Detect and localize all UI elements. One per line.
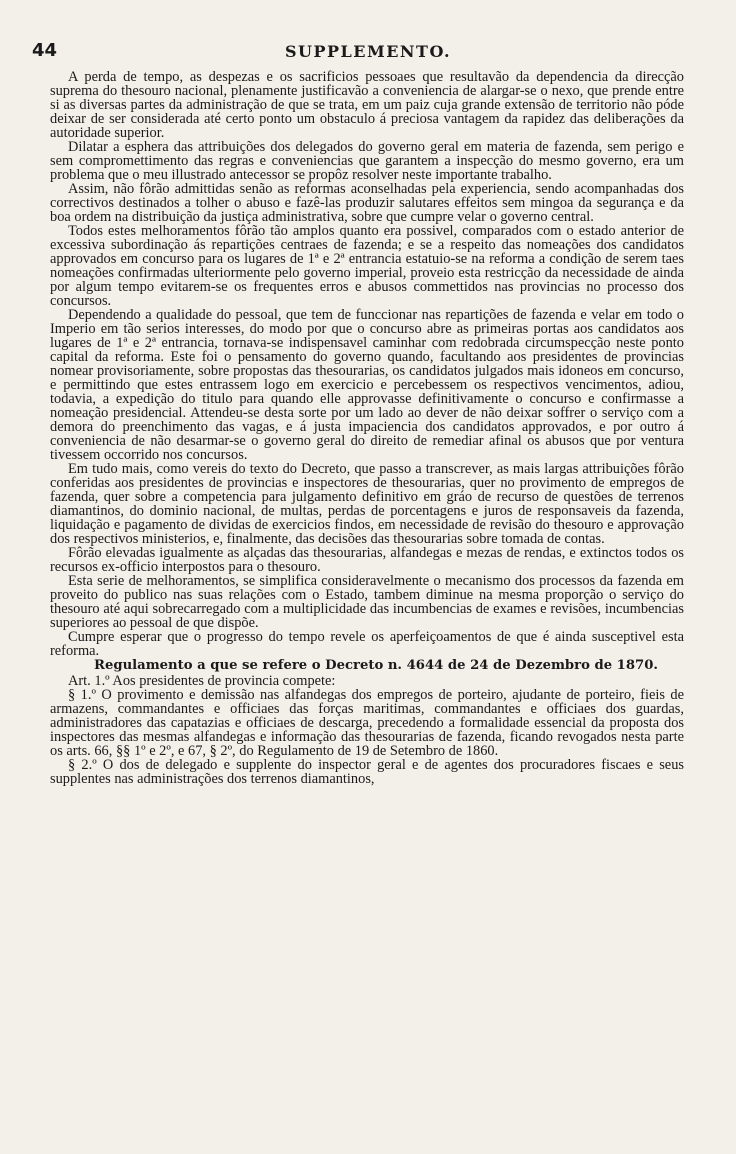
page-header bbox=[32, 40, 704, 64]
page-number: 44 bbox=[32, 40, 58, 61]
paragraph: Em tudo mais, como vereis do texto do Decreto, que passo a transcrever, as mais largas attribuições fôrão conferidas aos presidentes de provincias e inspectores de thesourarias, quer no provimento de empregos de fazenda, quer sobre a competencia para julgamento definitivo em gráo de recurso de questões de terrenos diamantinos, do dominio nacional, de multas, perdas de porcentagens e juros de responsaveis da fazenda, liquidação e pagamento de dividas de exercicios findos, em necessidade de revisão do thesouro e approvação dos respectivos ministerios, e, finalmente, das decisões das thesourarias sobre tomada de contas. bbox=[50, 461, 684, 547]
paragraph: Esta serie de melhoramentos, se simplifica consideravelmente o mecanismo dos processos da fazenda em proveito do publico nas suas relações com o Estado, tambem diminue na mesma proporção o serviço do thesouro até aqui sobrecarregado com a multiplicidade das incumbencias de exames e revisões, incumbencias superiores ao pessoal de que dispõe. bbox=[50, 573, 684, 631]
article-paragraph: § 1.º O provimento e demissão nas alfandegas dos empregos de porteiro, ajudante de porteiro, fieis de armazens, commandantes e officiaes das forças maritimas, commandantes e officiaes dos guardas, administradores das capatazias e officiaes de descarga, precedendo a formalidade essencial da proposta dos inspectores das mesmas alfandegas e informação das thesourarias de fazenda, ficando revogados nesta parte os arts. 66, §§ 1º e 2º, e 67, § 2º, do Regulamento de 19 de Setembro de 1860. bbox=[50, 687, 684, 759]
paragraph: Assim, não fôrão admittidas senão as reformas aconselhadas pela experiencia, sendo acompanhadas dos correctivos destinados a tolher o abuso e fazê-las produzir salutares effeitos sem mingoa da segurança e da boa ordem na distribuição da justiça administrativa, sobre que cumpre velar o governo central. bbox=[50, 181, 684, 225]
paragraph: Dependendo a qualidade do pessoal, que tem de funccionar nas repartições de fazenda e velar em todo o Imperio em tão serios interesses, do modo por que o concurso abre as primeiras portas aos candidatos aos lugares de 1ª e 2ª entrancia, tornava-se indispensavel caminhar com redobrada circumspecção neste ponto capital da reforma. Este foi o pensamento do governo quando, facultando aos presidentes de provincias nomear provisoriamente, sobre propostas das thesourarias, os candidatos julgados mais idoneos em concurso, e permittindo que estes entrassem logo em exercicio e percebessem os respectivos vencimentos, adiou, todavia, a expedição do titulo para quando elle approvasse definitivamente o concurso e confirmasse a nomeação presidencial. Attendeu-se desta sorte por um lado ao dever de não deixar soffrer o serviço com a demora do preenchimento das vagas, e á justa impaciencia dos candidatos approvados, e por outro á conveniencia de não desarmar-se o governo geral do direito de remediar afinal os abusos que por ventura tivessem occorrido nos concursos. bbox=[50, 307, 684, 463]
running-head: SUPPLEMENTO. bbox=[284, 42, 452, 61]
article-paragraph: § 2.º O dos de delegado e supplente do inspector geral e de agentes dos procuradores fiscaes e seus supplentes nas administrações dos terrenos diamantinos, bbox=[50, 757, 684, 787]
paragraph: Dilatar a esphera das attribuições dos delegados do governo geral em materia de fazenda, sem perigo e sem compromettimento das regras e conveniencias que garantem a inspecção do mesmo governo, era um problema que o meu illustrado antecessor se propôz resolver neste importante trabalho. bbox=[50, 139, 684, 183]
body-text bbox=[50, 70, 684, 786]
paragraph: A perda de tempo, as despezas e os sacrificios pessoaes que resultavão da dependencia da direcção suprema do thesouro nacional, plenamente justificavão a conveniencia de alargar-se o nexo, que prende entre si as diversas partes da administração de que se trata, em um paiz cuja grande extensão de territorio não póde deixar de ser considerada até certo ponto um obstaculo á preciosa vantagem da rapidez das deliberações da autoridade superior. bbox=[50, 69, 684, 141]
article-heading: Art. 1.º Aos presidentes de provincia compete: bbox=[68, 673, 336, 689]
section-title: Regulamento a que se refere o Decreto n. 4644 de 24 de Dezembro de 1870. bbox=[94, 658, 658, 673]
paragraph: Cumpre esperar que o progresso do tempo revele os aperfeiçoamentos de que é ainda susceptivel esta reforma. bbox=[50, 629, 684, 659]
paragraph: Todos estes melhoramentos fôrão tão amplos quanto era possivel, comparados com o estado anterior de excessiva subordinação ás repartições centraes de fazenda; e se a respeito das nomeações dos candidatos approvados em concurso para os lugares de 1ª e 2ª entrancia estatuio-se na reforma a condição de serem taes nomeações confirmadas ulteriormente pelo governo imperial, proveio esta restricção da necessidade de ainda por algum tempo evitarem-se os frequentes erros e abusos commettidos nas provincias no processo dos concursos. bbox=[50, 223, 684, 309]
paragraph: Fôrão elevadas igualmente as alçadas das thesourarias, alfandegas e mezas de rendas, e extinctos todos os recursos ex-officio interpostos para o thesouro. bbox=[50, 545, 684, 575]
